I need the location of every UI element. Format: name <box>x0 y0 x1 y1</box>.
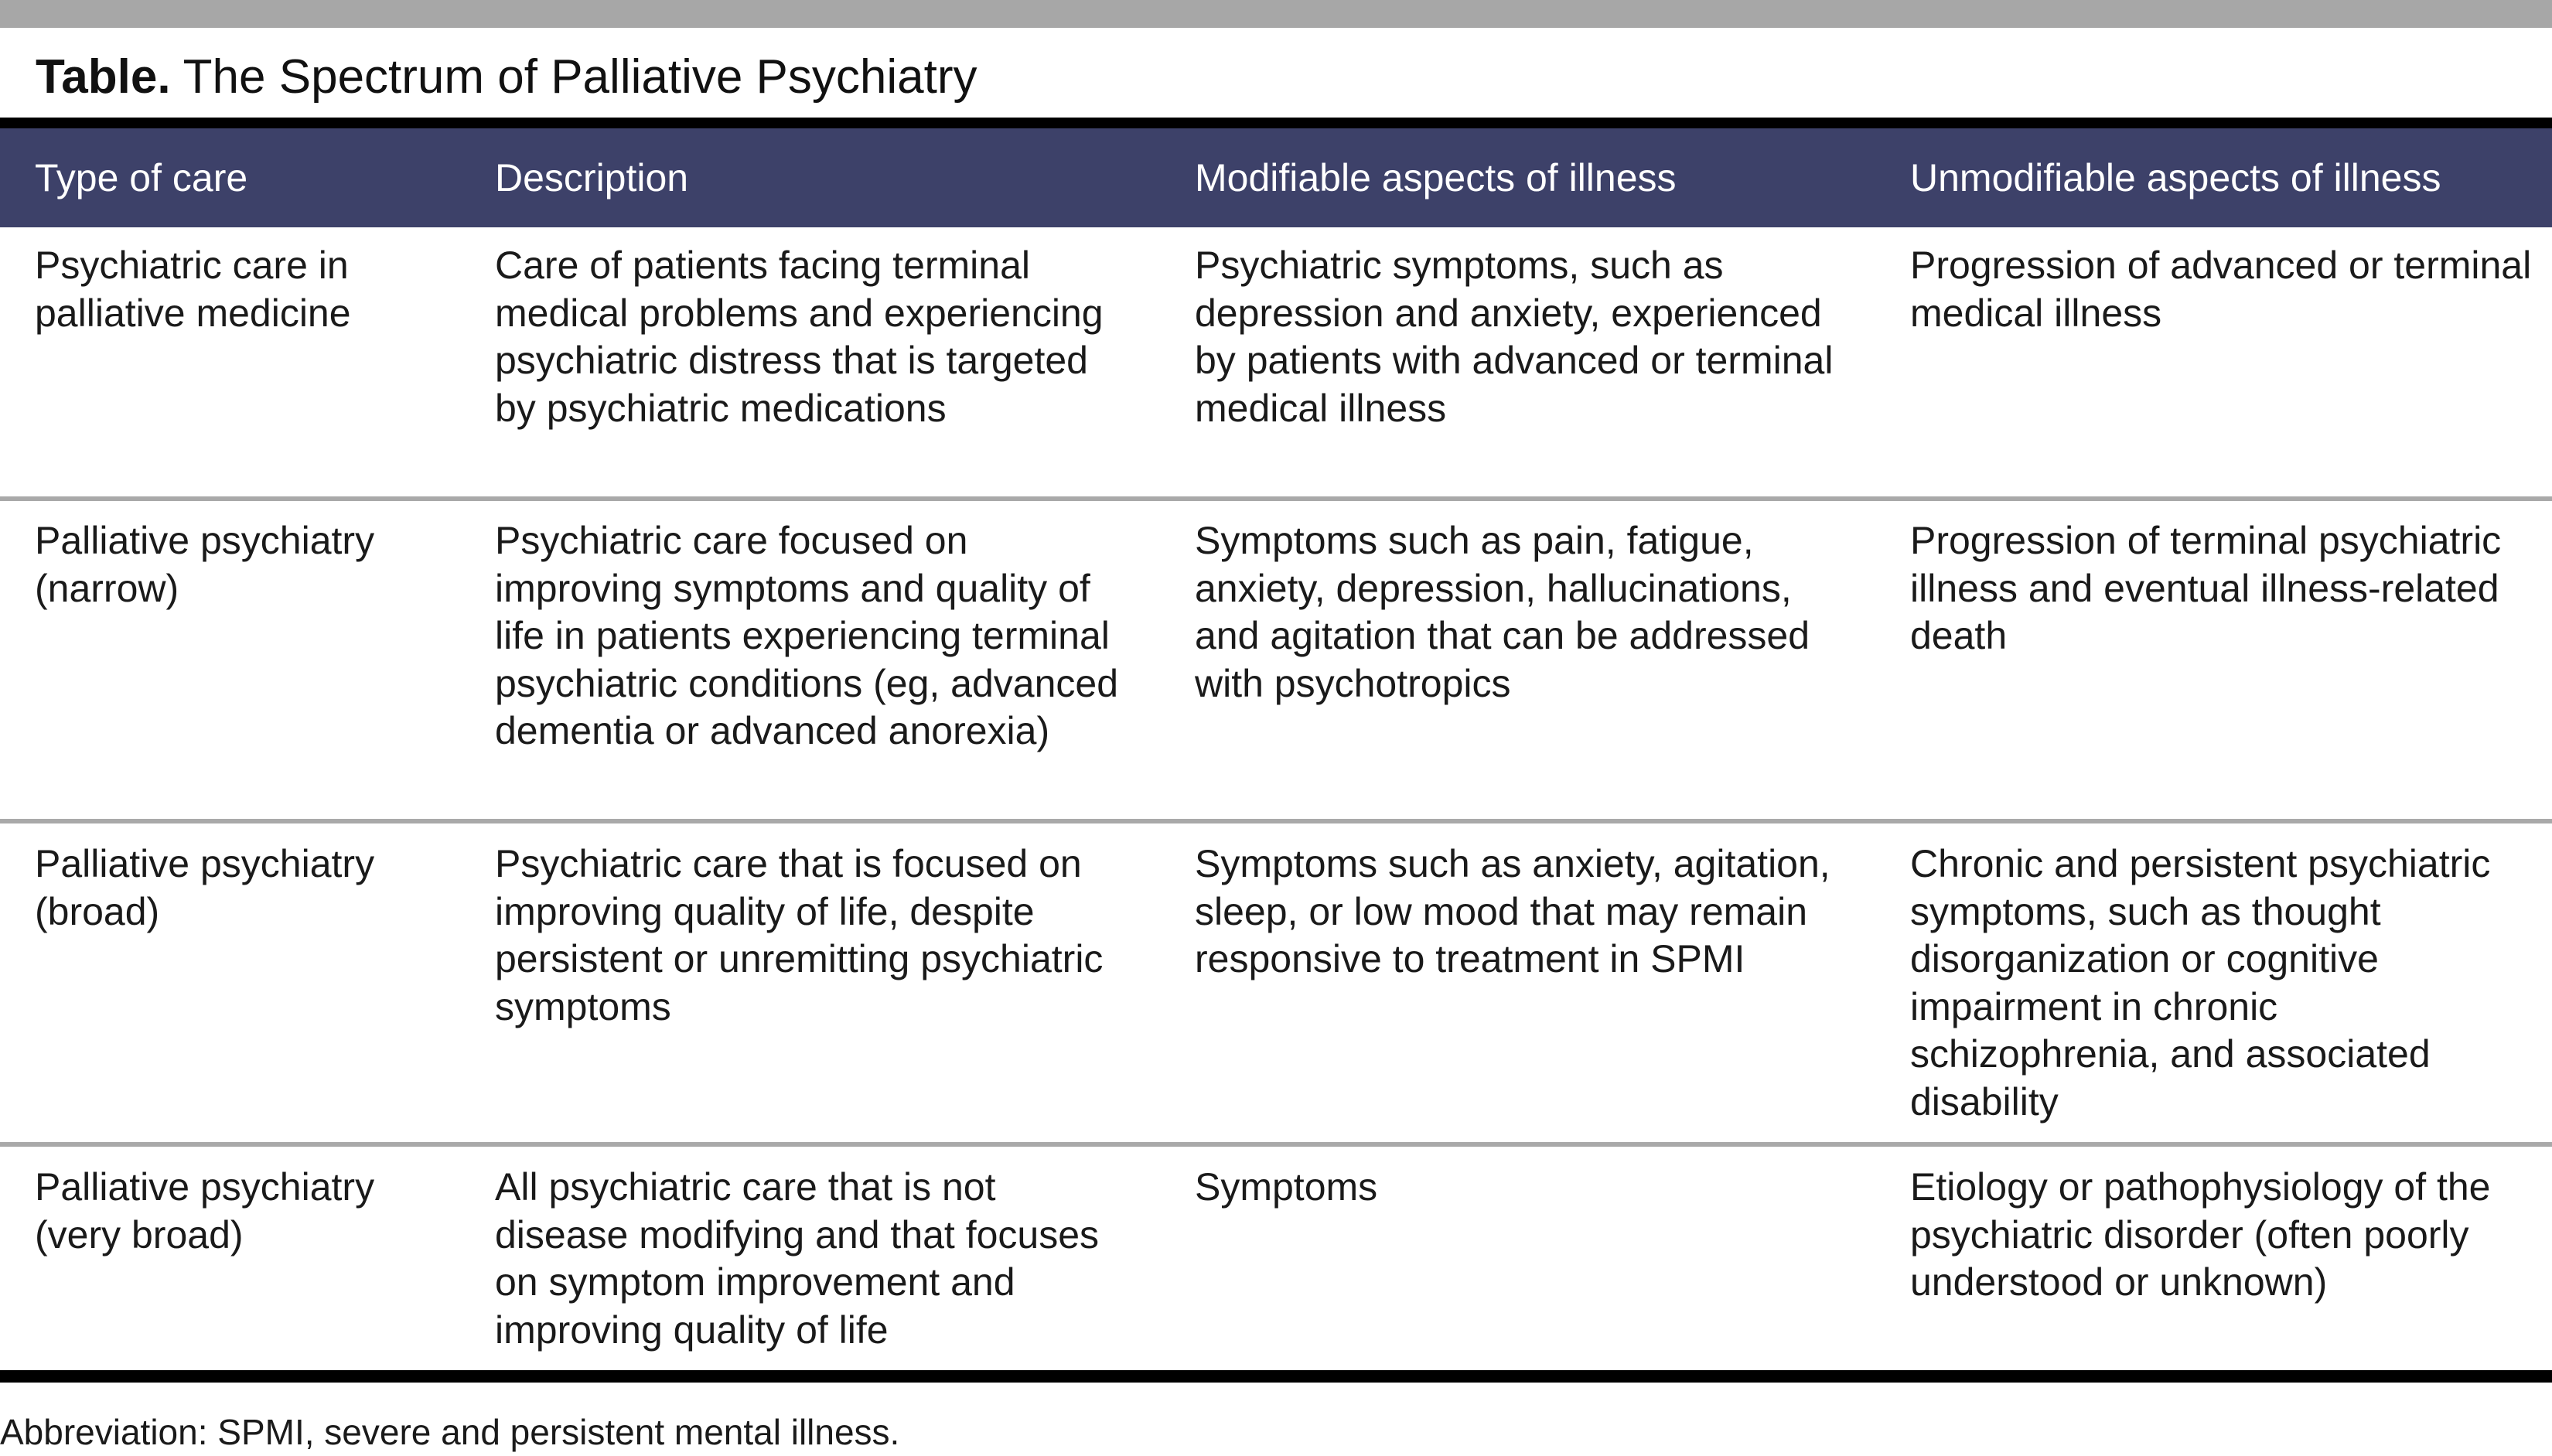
row-divider <box>0 496 2552 501</box>
table-footnote: Abbreviation: SPMI, severe and persistent mental illness. <box>0 1412 900 1452</box>
table-title-text: The Spectrum of Palliative Psychiatry <box>183 50 977 104</box>
cell-unmodifiable: Chronic and persistent psychiatric symptoms, such as thought disorganization or cognitive impairment in chronic schizophrenia, and associated disability <box>1910 842 2491 1124</box>
cell-type-of-care: Palliative psychiatry (narrow) <box>35 519 375 610</box>
table-title <box>36 45 977 110</box>
cell-unmodifiable: Progression of terminal psychiatric illness and eventual illness-related death <box>1910 519 2502 657</box>
cell-description: Psychiatric care that is focused on improving quality of life, despite persistent or unremitting psychiatric symptoms <box>495 842 1104 1028</box>
cell-description: All psychiatric care that is not disease modifying and that focuses on symptom improvement and improving quality of life <box>495 1165 1100 1352</box>
cell-type-of-care: Psychiatric care in palliative medicine <box>35 244 351 335</box>
cell-description: Psychiatric care focused on improving symptoms and quality of life in patients experiencing terminal psychiatric conditions (eg, advanced dementia or advanced anorexia) <box>495 519 1119 752</box>
header-type-of-care: Type of care <box>35 156 248 199</box>
row-divider <box>0 1142 2552 1147</box>
cell-type-of-care: Palliative psychiatry (broad) <box>35 842 375 933</box>
cell-unmodifiable: Progression of advanced or terminal medical illness <box>1910 244 2532 335</box>
header-modifiable-aspects: Modifiable aspects of illness <box>1195 156 1677 199</box>
cell-modifiable: Psychiatric symptoms, such as depression and anxiety, experienced by patients with advanced or terminal medical illness <box>1195 244 1834 430</box>
table-bottom-rule <box>0 1370 2552 1383</box>
row-divider <box>0 819 2552 823</box>
cell-modifiable: Symptoms <box>1195 1165 1378 1209</box>
cell-unmodifiable: Etiology or pathophysiology of the psychiatric disorder (often poorly understood or unknown) <box>1910 1165 2491 1304</box>
top-gray-bar <box>0 0 2552 28</box>
cell-type-of-care: Palliative psychiatry (very broad) <box>35 1165 375 1257</box>
header-unmodifiable-aspects: Unmodifiable aspects of illness <box>1910 156 2441 199</box>
cell-modifiable: Symptoms such as pain, fatigue, anxiety, depression, hallucinations, and agitation that can be addressed with psychotropics <box>1195 519 1810 705</box>
table-header-row <box>0 128 2552 227</box>
header-description: Description <box>495 156 689 199</box>
cell-modifiable: Symptoms such as anxiety, agitation, sleep, or low mood that may remain responsive to treatment in SPMI <box>1195 842 1830 980</box>
table-top-rule <box>0 118 2552 128</box>
table-title-label: Table. <box>36 50 171 104</box>
cell-description: Care of patients facing terminal medical problems and experiencing psychiatric distress that is targeted by psychiatric medications <box>495 244 1104 430</box>
